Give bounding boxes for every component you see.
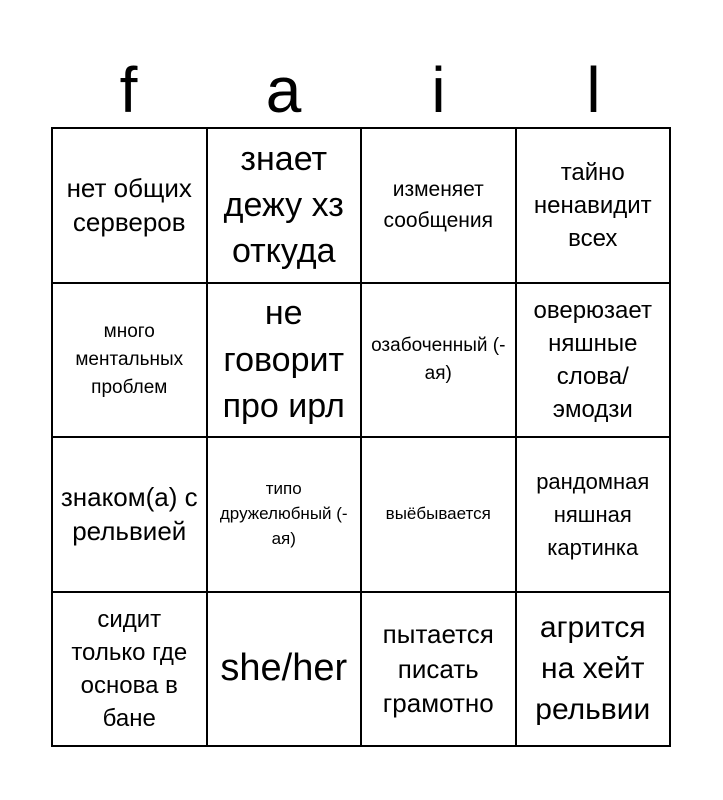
bingo-cell-10[interactable] [208,438,363,593]
bingo-cell-text: знаком(а) с рельвией [60,481,198,547]
bingo-cell-8[interactable] [517,284,672,439]
bingo-cell-14[interactable] [208,593,363,748]
header-letter-a: a [265,54,302,126]
bingo-cell-text: she/her [220,647,348,690]
bingo-cell-text: агрится на хейт рельвии [535,610,651,727]
bingo-cell-6[interactable] [208,284,363,439]
bingo-cell-text: типо дружелюбный (-ая) [219,479,348,548]
bingo-cell-text: нет общих серверов [66,172,192,238]
bingo-cell-text: не говорит про ирл [222,294,345,425]
bingo-cell-3[interactable] [362,129,517,284]
bingo-cell-text: изменяет сообщения [383,177,494,233]
bingo-cell-text: выёбывается [385,503,491,523]
bingo-cell-4[interactable] [517,129,672,284]
bingo-cell-text: сидит только где основа в бане [71,605,188,732]
bingo-cell-5[interactable] [53,284,208,439]
bingo-cell-text: знает дежу хз откуда [223,139,344,271]
header-letter-i: i [431,54,446,126]
bingo-board [51,127,671,747]
header-letter-f: f [119,54,138,126]
bingo-cell-text: тайно ненавидит всех [533,158,652,252]
bingo-cell-text: рандомная няшная картинка [536,468,650,560]
bingo-cell-text: озабоченный (-ая) [371,335,506,384]
bingo-cell-12[interactable] [517,438,672,593]
header-letter-l: l [586,54,601,126]
bingo-cell-9[interactable] [53,438,208,593]
bingo-cell-7[interactable] [362,284,517,439]
bingo-header [51,52,671,128]
bingo-cell-text: пытается писать грамотно [382,619,494,718]
bingo-cell-11[interactable] [362,438,517,593]
bingo-cell-15[interactable] [362,593,517,748]
bingo-cell-text: много ментальных проблем [75,321,184,398]
bingo-cell-text: оверюзает няшные слова/ эмодзи [533,296,652,423]
bingo-cell-13[interactable] [53,593,208,748]
bingo-cell-16[interactable] [517,593,672,748]
bingo-cell-2[interactable] [208,129,363,284]
bingo-cell-1[interactable] [53,129,208,284]
